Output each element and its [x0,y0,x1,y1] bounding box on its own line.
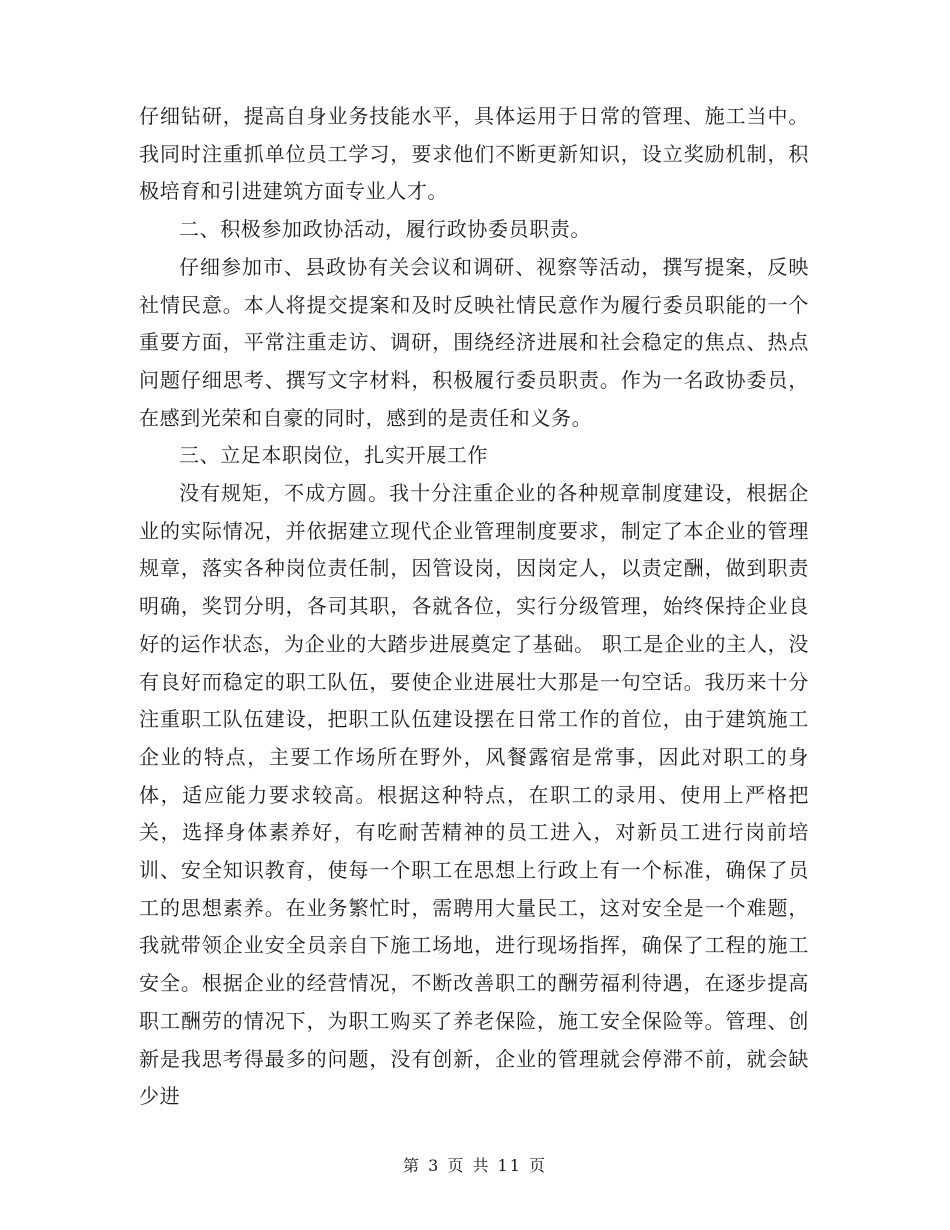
paragraph-3: 仔细参加市、县政协有关会议和调研、视察等活动，撰写提案，反映社情民意。本人将提交提案和及时反映社情民意作为履行委员职能的一个重要方面，平常注重走访、调研，围绕经济进展和社会稳定的焦点、热点问题仔细思考、撰写文字材料，积极履行委员职责。作为一名政协委员，在感到光荣和自豪的同时，感到的是责任和义务。 [139,254,809,430]
paragraph-1: 仔细钻研，提高自身业务技能水平，具体运用于日常的管理、施工当中。我同时注重抓单位员工学习，要求他们不断更新知识，设立奖励机制，积极培育和引进建筑方面专业人才。 [139,104,809,204]
paragraph-5: 没有规矩，不成方圆。我十分注重企业的各种规章制度建设，根据企业的实际情况，并依据建立现代企业管理制度要求，制定了本企业的管理规章，落实各种岗位责任制，因管设岗，因岗定人，以责定酬，做到职责明确，奖罚分明，各司其职，各就各位，实行分级管理，始终保持企业良好的运作状态，为企业的大踏步进展奠定了基础。 职工是企业的主人，没有良好而稳定的职工队伍，要使企业进展壮大那是一句空话。我历来十分注重职工队伍建设，把职工队伍建设摆在日常工作的首位，由于建筑施工企业的特点，主要工作场所在野外，风餐露宿是常事，因此对职工的身体，适应能力要求较高。根据这种特点，在职工的录用、使用上严格把关，选择身体素养好，有吃耐苦精神的员工进入，对新员工进行岗前培训、安全知识教育，使每一个职工在思想上行政上有一个标准，确保了员工的思想素养。在业务繁忙时，需聘用大量民工，这对安全是一个难题，我就带领企业安全员亲自下施工场地，进行现场指挥，确保了工程的施工安全。根据企业的经营情况，不断改善职工的酬劳福利待遇，在逐步提高职工酬劳的情况下，为职工购买了养老保险，施工安全保险等。管理、创新是我思考得最多的问题，没有创新，企业的管理就会停滞不前，就会缺少进 [139,481,809,1109]
body-text [139,98,809,1116]
section-heading-2: 二、积极参加政协活动，履行政协委员职责。 [179,217,591,242]
section-heading-3: 三、立足本职岗位，扎实开展工作 [179,443,488,468]
page-number-footer: 第 3 页 共 11 页 [403,1156,547,1175]
